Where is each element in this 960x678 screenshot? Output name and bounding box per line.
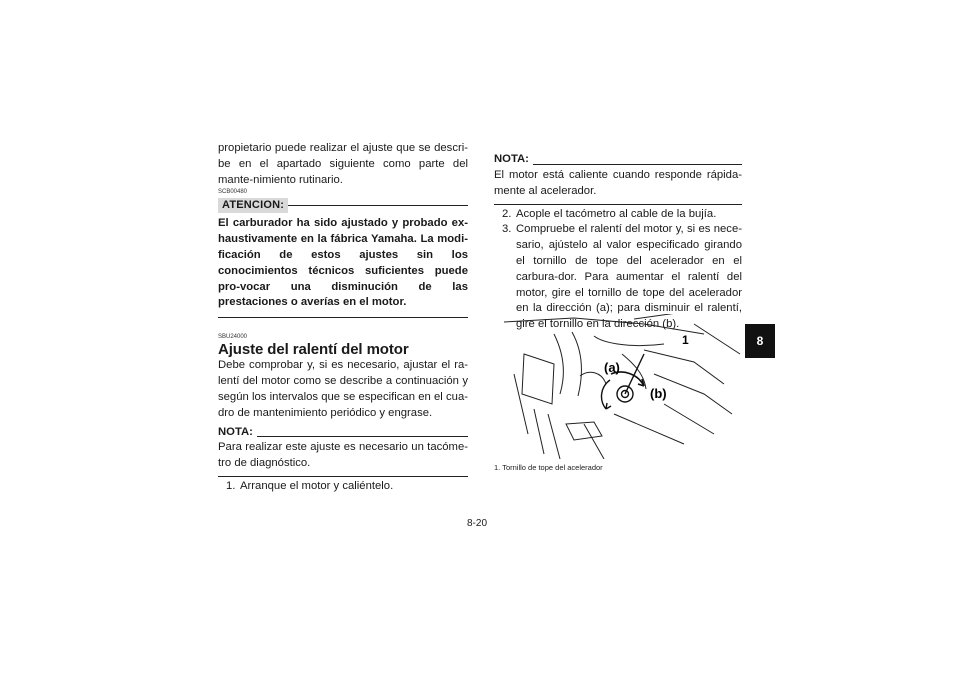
- caution-label: ATENCION:: [218, 198, 288, 213]
- step-text: Compruebe el ralentí del motor y, si es nece-sario, ajústelo al valor especificado girando el tornillo de tope del acelerador en el carbura-dor. Para aumentar el ralentí del motor, gire el tornillo de tope del acelerador en la dirección (a); para disminuir el ralentí, gire el tornillo en la dirección (b).: [516, 223, 742, 331]
- step-number: 2.: [502, 207, 512, 220]
- note-text-left: Para realizar este ajuste es necesario un tacóme-tro de diagnóstico.: [218, 441, 468, 470]
- callout-number: 1: [682, 333, 689, 347]
- note-header-right: [494, 153, 742, 168]
- steps-left: [218, 479, 468, 495]
- section-body: Debe comprobar y, si es necesario, ajustar el ra-lentí del motor como se describe a continuación y según los intervalos que se especifican en el cua-dro de mantenimiento periódico y engrase.: [218, 359, 468, 419]
- direction-label-a: (a): [604, 360, 620, 375]
- throttle-stop-screw-figure: [494, 314, 742, 459]
- note-header-left: [218, 425, 468, 440]
- caution-code: SCB00480: [218, 189, 248, 196]
- note-text-right: El motor está caliente cuando responde rápida-mente al acelerador.: [494, 169, 742, 197]
- note-rule-right: [533, 164, 742, 165]
- caution-end-rule: [218, 317, 468, 318]
- section-heading: Ajuste del ralentí del motor: [218, 341, 409, 359]
- note-end-rule-left: [218, 476, 468, 477]
- chapter-tab: 8: [745, 324, 775, 358]
- step-text: Arranque el motor y caliéntelo.: [240, 479, 394, 492]
- section-code: SBU24000: [218, 334, 248, 341]
- note-label-right: NOTA:: [494, 153, 529, 166]
- step-item: [494, 207, 742, 223]
- step-item: [218, 479, 468, 495]
- figure-caption: 1. Tornillo de tope del acelerador: [494, 463, 603, 472]
- note-end-rule-right: [494, 204, 742, 205]
- step-number: 1.: [226, 479, 236, 492]
- caution-rule: [288, 205, 468, 206]
- step-text: Acople el tacómetro al cable de la bujía.: [516, 207, 717, 220]
- caution-text: El carburador ha sido ajustado y probado ex-haustivamente en la fábrica Yamaha. La modi-ficación de estos ajustes sin los conocimientos técnicos suficientes puede pro-vocar una disminución de las prestaciones o averías en el motor.: [218, 217, 468, 309]
- step-number: 3.: [502, 223, 512, 236]
- direction-label-b: (b): [650, 386, 667, 401]
- intro-paragraph: propietario puede realizar el ajuste que se descri-be en el apartado siguiente como parte del mante-nimiento rutinario.: [218, 142, 468, 186]
- note-label-left: NOTA:: [218, 425, 253, 438]
- left-column: [218, 141, 468, 495]
- right-column: [494, 153, 742, 333]
- page-number: 8-20: [467, 518, 488, 529]
- note-rule-left: [257, 436, 468, 437]
- caution-header: [218, 197, 468, 214]
